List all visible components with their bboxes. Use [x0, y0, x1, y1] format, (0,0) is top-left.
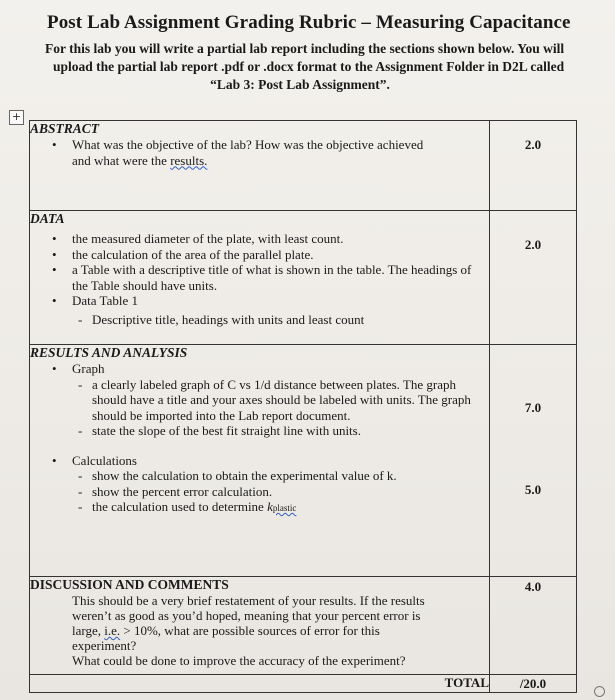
abstract-points-value: 2.0 [524, 137, 542, 152]
abstract-row [30, 121, 577, 211]
discussion-line-3 [72, 623, 489, 638]
discussion-line-3-post: > 10%, what are possible sources of error for this [120, 623, 380, 638]
results-calc-list [30, 453, 489, 469]
data-item-diameter: • the measured diameter of the plate, with least count. [30, 231, 489, 247]
data-points [490, 211, 577, 345]
table-move-handle-icon[interactable]: + [9, 110, 24, 125]
discussion-cell [30, 577, 490, 675]
results-graph-list [30, 361, 489, 377]
total-label: TOTAL [30, 675, 490, 693]
results-heading: RESULTS AND ANALYSIS [30, 345, 188, 360]
discussion-points-value: 4.0 [524, 579, 542, 594]
total-points: /20.0 [490, 675, 577, 693]
discussion-row [30, 577, 577, 675]
data-item-data-table-1: • Data Table 1 [30, 293, 489, 309]
results-calc-plastic-text: the calculation used to determine [92, 499, 268, 514]
data-points-value: 2.0 [524, 237, 542, 252]
results-cell [30, 345, 490, 577]
data-row [30, 211, 577, 345]
discussion-line-1: This should be a very brief restatement of your results. If the results [72, 593, 425, 608]
discussion-points [490, 577, 577, 675]
abstract-item-line-1: What was the objective of the lab? How was the objective achieved [72, 137, 424, 152]
intro-paragraph [45, 40, 585, 94]
total-row [30, 675, 577, 693]
page-title: Post Lab Assignment Grading Rubric – Measuring Capacitance [47, 12, 571, 33]
data-heading: DATA [30, 211, 65, 226]
results-calc-label: • Calculations [30, 453, 489, 469]
results-points [490, 345, 577, 577]
data-sub-list [30, 312, 489, 328]
results-graph-item-slope: - state the slope of the best fit straight line with units. [30, 423, 475, 439]
data-sub-item: - Descriptive title, headings with units and least count [30, 312, 489, 328]
discussion-line-3-ie: i.e. [104, 623, 121, 638]
data-item-table: • a Table with a descriptive title of what is shown in the table. The headings of the Table should have units. [30, 262, 489, 293]
results-calc-item-error: - show the percent error calculation. [30, 484, 489, 500]
results-calc-sub-list [30, 468, 489, 517]
grading-rubric-table [29, 120, 577, 693]
page-corner-mark [594, 686, 605, 697]
data-item-area: • the calculation of the area of the parallel plate. [30, 247, 489, 263]
intro-line-1: For this lab you will write a partial lab report including the sections shown below. You will [45, 41, 565, 56]
discussion-heading: DISCUSSION AND COMMENTS [30, 577, 229, 592]
results-row [30, 345, 577, 577]
abstract-heading: ABSTRACT [30, 121, 100, 136]
results-graph-label: • Graph [30, 361, 489, 377]
results-graph-item-labeled: - a clearly labeled graph of C vs 1/d distance between plates. The graph should have a title and your axes should be labeled with units. The graph should be imported into the Lab report document. [30, 377, 475, 424]
abstract-points [490, 121, 577, 211]
discussion-line-4: experiment? [72, 638, 137, 653]
results-graph-sub-list [30, 377, 489, 439]
intro-line-2: upload the partial lab report .pdf or .docx format to the Assignment Folder in D2L called [53, 59, 565, 74]
results-calc-points: 5.0 [524, 482, 542, 497]
abstract-item-results-word: results. [170, 152, 208, 168]
results-calc-plastic-subscript: plastic [272, 503, 297, 513]
discussion-line-3-pre: large, [72, 623, 105, 638]
data-list [30, 231, 489, 309]
intro-line-3: “Lab 3: Post Lab Assignment”. [210, 77, 390, 92]
abstract-item [30, 137, 489, 168]
results-calc-item-plastic [30, 499, 489, 517]
discussion-body [30, 593, 489, 668]
discussion-line-2: weren’t as good as you’d hoped, meaning that your percent error is [72, 608, 421, 623]
abstract-cell [30, 121, 490, 211]
results-calc-item-k: - show the calculation to obtain the experimental value of k. [30, 468, 489, 484]
discussion-line-5: What could be done to improve the accuracy of the experiment? [72, 653, 406, 668]
results-graph-points: 7.0 [524, 400, 542, 415]
abstract-item-line-2: and what were the [72, 152, 171, 168]
data-cell [30, 211, 490, 345]
abstract-list [30, 137, 489, 168]
results-calc-plastic-k: k [267, 499, 273, 514]
